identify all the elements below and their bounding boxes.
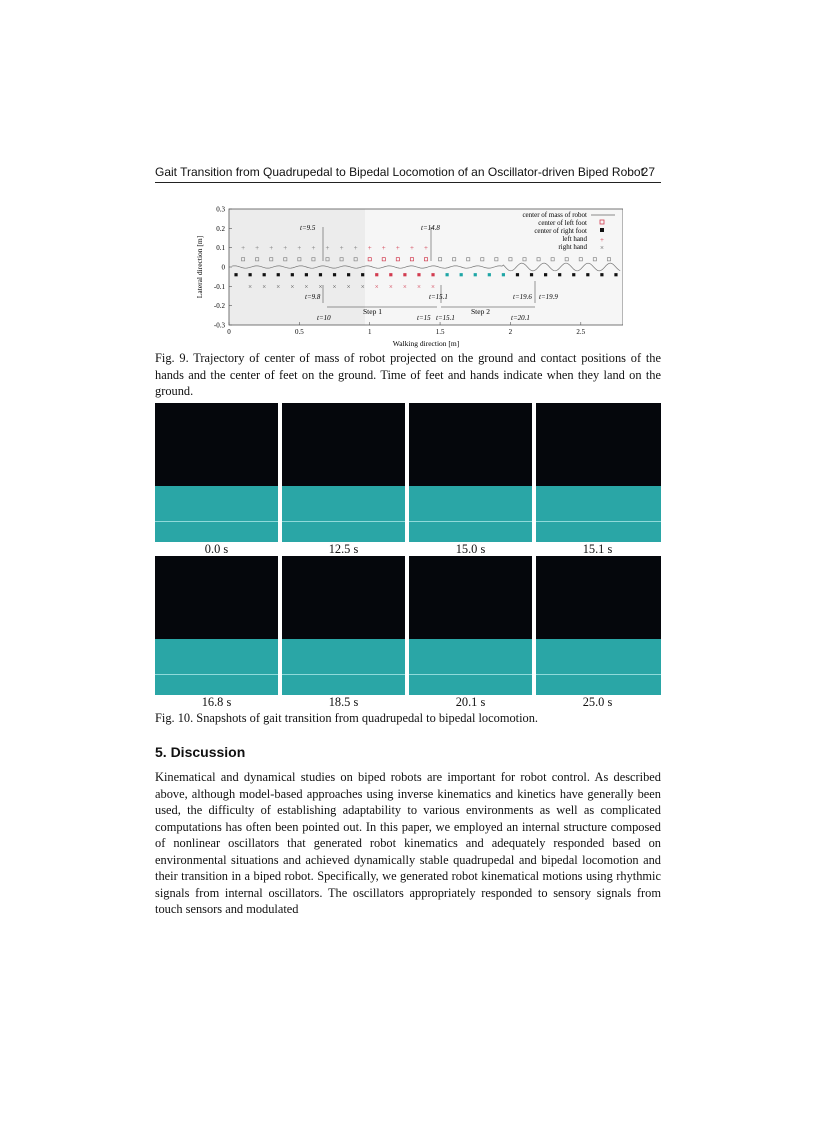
right-hand-point: × [374, 282, 379, 291]
y-tick-label: 0 [221, 263, 225, 272]
snapshot-time-label: 12.5 s [328, 542, 359, 556]
snapshot-photo-7 [409, 556, 532, 695]
y-tick-label: 0.3 [216, 205, 225, 214]
right-hand-point: × [248, 282, 253, 291]
snapshot-time-label: 15.1 s [582, 542, 613, 556]
legend-right-foot-swatch [600, 228, 604, 232]
right-hand-point: × [276, 282, 281, 291]
x-tick-label: 2 [508, 328, 513, 336]
right-foot-point [460, 273, 463, 276]
legend-right-hand: right hand [558, 243, 587, 251]
legend-left-foot: center of left foot [538, 219, 587, 227]
right-hand-point: × [416, 282, 421, 291]
right-hand-point: × [346, 282, 351, 291]
snapshot-photo-4 [536, 403, 661, 542]
snapshot-photo-5 [155, 556, 278, 695]
right-hand-point: × [431, 282, 436, 291]
x-tick-label: 2.5 [576, 328, 586, 336]
running-title: Gait Transition from Quadrupedal to Bipedal Locomotion of an Oscillator-driven Biped Robot [155, 165, 644, 179]
legend-left-hand-swatch: + [600, 236, 604, 244]
right-foot-point [375, 273, 378, 276]
left-hand-point: + [395, 244, 400, 253]
left-hand-point: + [269, 244, 274, 253]
snapshot-photo-2 [282, 403, 405, 542]
snapshot-time-label: 25.0 s [582, 695, 613, 709]
x-tick-label: 0.5 [294, 328, 304, 336]
right-foot-point [431, 273, 434, 276]
right-foot-point [305, 273, 308, 276]
running-head [155, 164, 661, 183]
left-hand-point: + [325, 244, 330, 253]
right-foot-point [502, 273, 505, 276]
annotation-t20-1: t=20.1 [511, 314, 530, 322]
right-hand-point: × [388, 282, 393, 291]
right-foot-point [417, 273, 420, 276]
right-foot-point [389, 273, 392, 276]
annotation-t15-1-upper: t=15.1 [429, 293, 448, 301]
snapshot-photo-8 [536, 556, 661, 695]
right-foot-point [249, 273, 252, 276]
x-tick-label: 0 [227, 328, 231, 336]
snapshot-photo-1 [155, 403, 278, 542]
annotation-t14-8: t=14.8 [421, 224, 440, 232]
snapshot-photo-3 [409, 403, 532, 542]
right-foot-point [446, 273, 449, 276]
right-hand-point: × [262, 282, 267, 291]
left-hand-point: + [424, 244, 428, 253]
left-hand-point: + [283, 244, 288, 253]
left-hand-point: + [339, 244, 344, 253]
left-hand-point: + [241, 244, 246, 253]
annotation-t9-8: t=9.8 [305, 293, 321, 301]
right-foot-point [544, 273, 547, 276]
figure-9-caption: Fig. 9. Trajectory of center of mass of robot projected on the ground and contact positions of the hands and the center of feet on the ground. Time of feet and hands indicate when they land on the ground. [155, 351, 661, 398]
y-tick-label: 0.1 [216, 244, 225, 253]
right-hand-point: × [318, 282, 323, 291]
left-hand-point: + [409, 244, 414, 253]
right-foot-point [558, 273, 561, 276]
annotation-t9-5: t=9.5 [300, 224, 316, 232]
snapshot-time-label: 18.5 s [328, 695, 359, 709]
right-foot-point [263, 273, 266, 276]
page-number: 27 [641, 165, 655, 179]
left-hand-point: + [311, 244, 316, 253]
right-foot-point [291, 273, 294, 276]
left-hand-point: + [367, 244, 372, 253]
right-foot-point [333, 273, 336, 276]
right-foot-point [572, 273, 575, 276]
right-foot-point [488, 273, 491, 276]
left-hand-point: + [297, 244, 302, 253]
snapshot-time-label: 0.0 s [204, 542, 229, 556]
right-hand-point: × [304, 282, 309, 291]
right-foot-point [361, 273, 364, 276]
legend-left-hand: left hand [562, 235, 587, 243]
annotation-step-1: Step 1 [363, 307, 382, 316]
left-hand-point: + [255, 244, 260, 253]
right-foot-point [234, 273, 237, 276]
snapshot-photo-6 [282, 556, 405, 695]
left-hand-point: + [353, 244, 358, 253]
figure-10-caption: Fig. 10. Snapshots of gait transition from quadrupedal to bipedal locomotion. [155, 711, 539, 725]
right-foot-point [474, 273, 477, 276]
snapshot-time-label: 20.1 s [455, 695, 486, 709]
right-foot-point [403, 273, 406, 276]
snapshot-time-label: 16.8 s [201, 695, 232, 709]
x-axis-label: Walking direction [m] [392, 339, 460, 348]
annotation-t19-6: t=19.6 [513, 293, 532, 301]
y-tick-label: -0.2 [213, 302, 225, 311]
legend-com: center of mass of robot [522, 211, 587, 219]
figure-9-chart [193, 199, 623, 349]
legend-right-hand-swatch: × [600, 244, 604, 252]
right-foot-point [600, 273, 603, 276]
annotation-t10: t=10 [317, 314, 331, 322]
x-tick-label: 1 [367, 328, 372, 336]
right-foot-point [319, 273, 322, 276]
annotation-t15: t=15 [417, 314, 431, 322]
y-tick-label: 0.2 [216, 224, 225, 233]
right-foot-point [277, 273, 280, 276]
annotation-step-2: Step 2 [471, 307, 490, 316]
right-foot-point [516, 273, 519, 276]
body-paragraph: Kinematical and dynamical studies on biped robots are important for robot control. As described above, although model-based approaches using inverse kinematics and kinetics have generally been used, the difficulty of establishing adaptability to various environments as well as complicated computations has often been pointed out. In this paper, we employed an internal structure composed of nonlinear oscillators that generated robot kinematics and adequately responded based on environmental situations and achieved dynamically stable quadrupedal and bipedal locomotion and their transition in a biped robot. Specifically, we generated robot kinematical motions using rhythmic signals from internal oscillators. The oscillators appropriately responded to sensory signals from touch sensors and modulated [155, 770, 661, 916]
right-hand-point: × [290, 282, 295, 291]
annotation-t19-9: t=19.9 [539, 293, 558, 301]
legend-right-foot: center of right foot [534, 227, 587, 235]
right-foot-point [347, 273, 350, 276]
right-foot-point [586, 273, 589, 276]
y-tick-label: -0.1 [213, 282, 225, 291]
shaded-region [229, 209, 365, 325]
snapshot-time-label: 15.0 s [455, 542, 486, 556]
left-hand-point: + [381, 244, 386, 253]
y-axis-label: Lateral direction [m] [195, 235, 204, 299]
annotation-t15-1-lower: t=15.1 [436, 314, 455, 322]
section-heading: 5. Discussion [155, 744, 246, 760]
y-tick-label: -0.3 [213, 321, 225, 330]
right-foot-point [614, 273, 617, 276]
right-hand-point: × [402, 282, 407, 291]
right-hand-point: × [360, 282, 365, 291]
x-tick-label: 1.5 [435, 328, 445, 336]
right-foot-point [530, 273, 533, 276]
right-hand-point: × [332, 282, 337, 291]
